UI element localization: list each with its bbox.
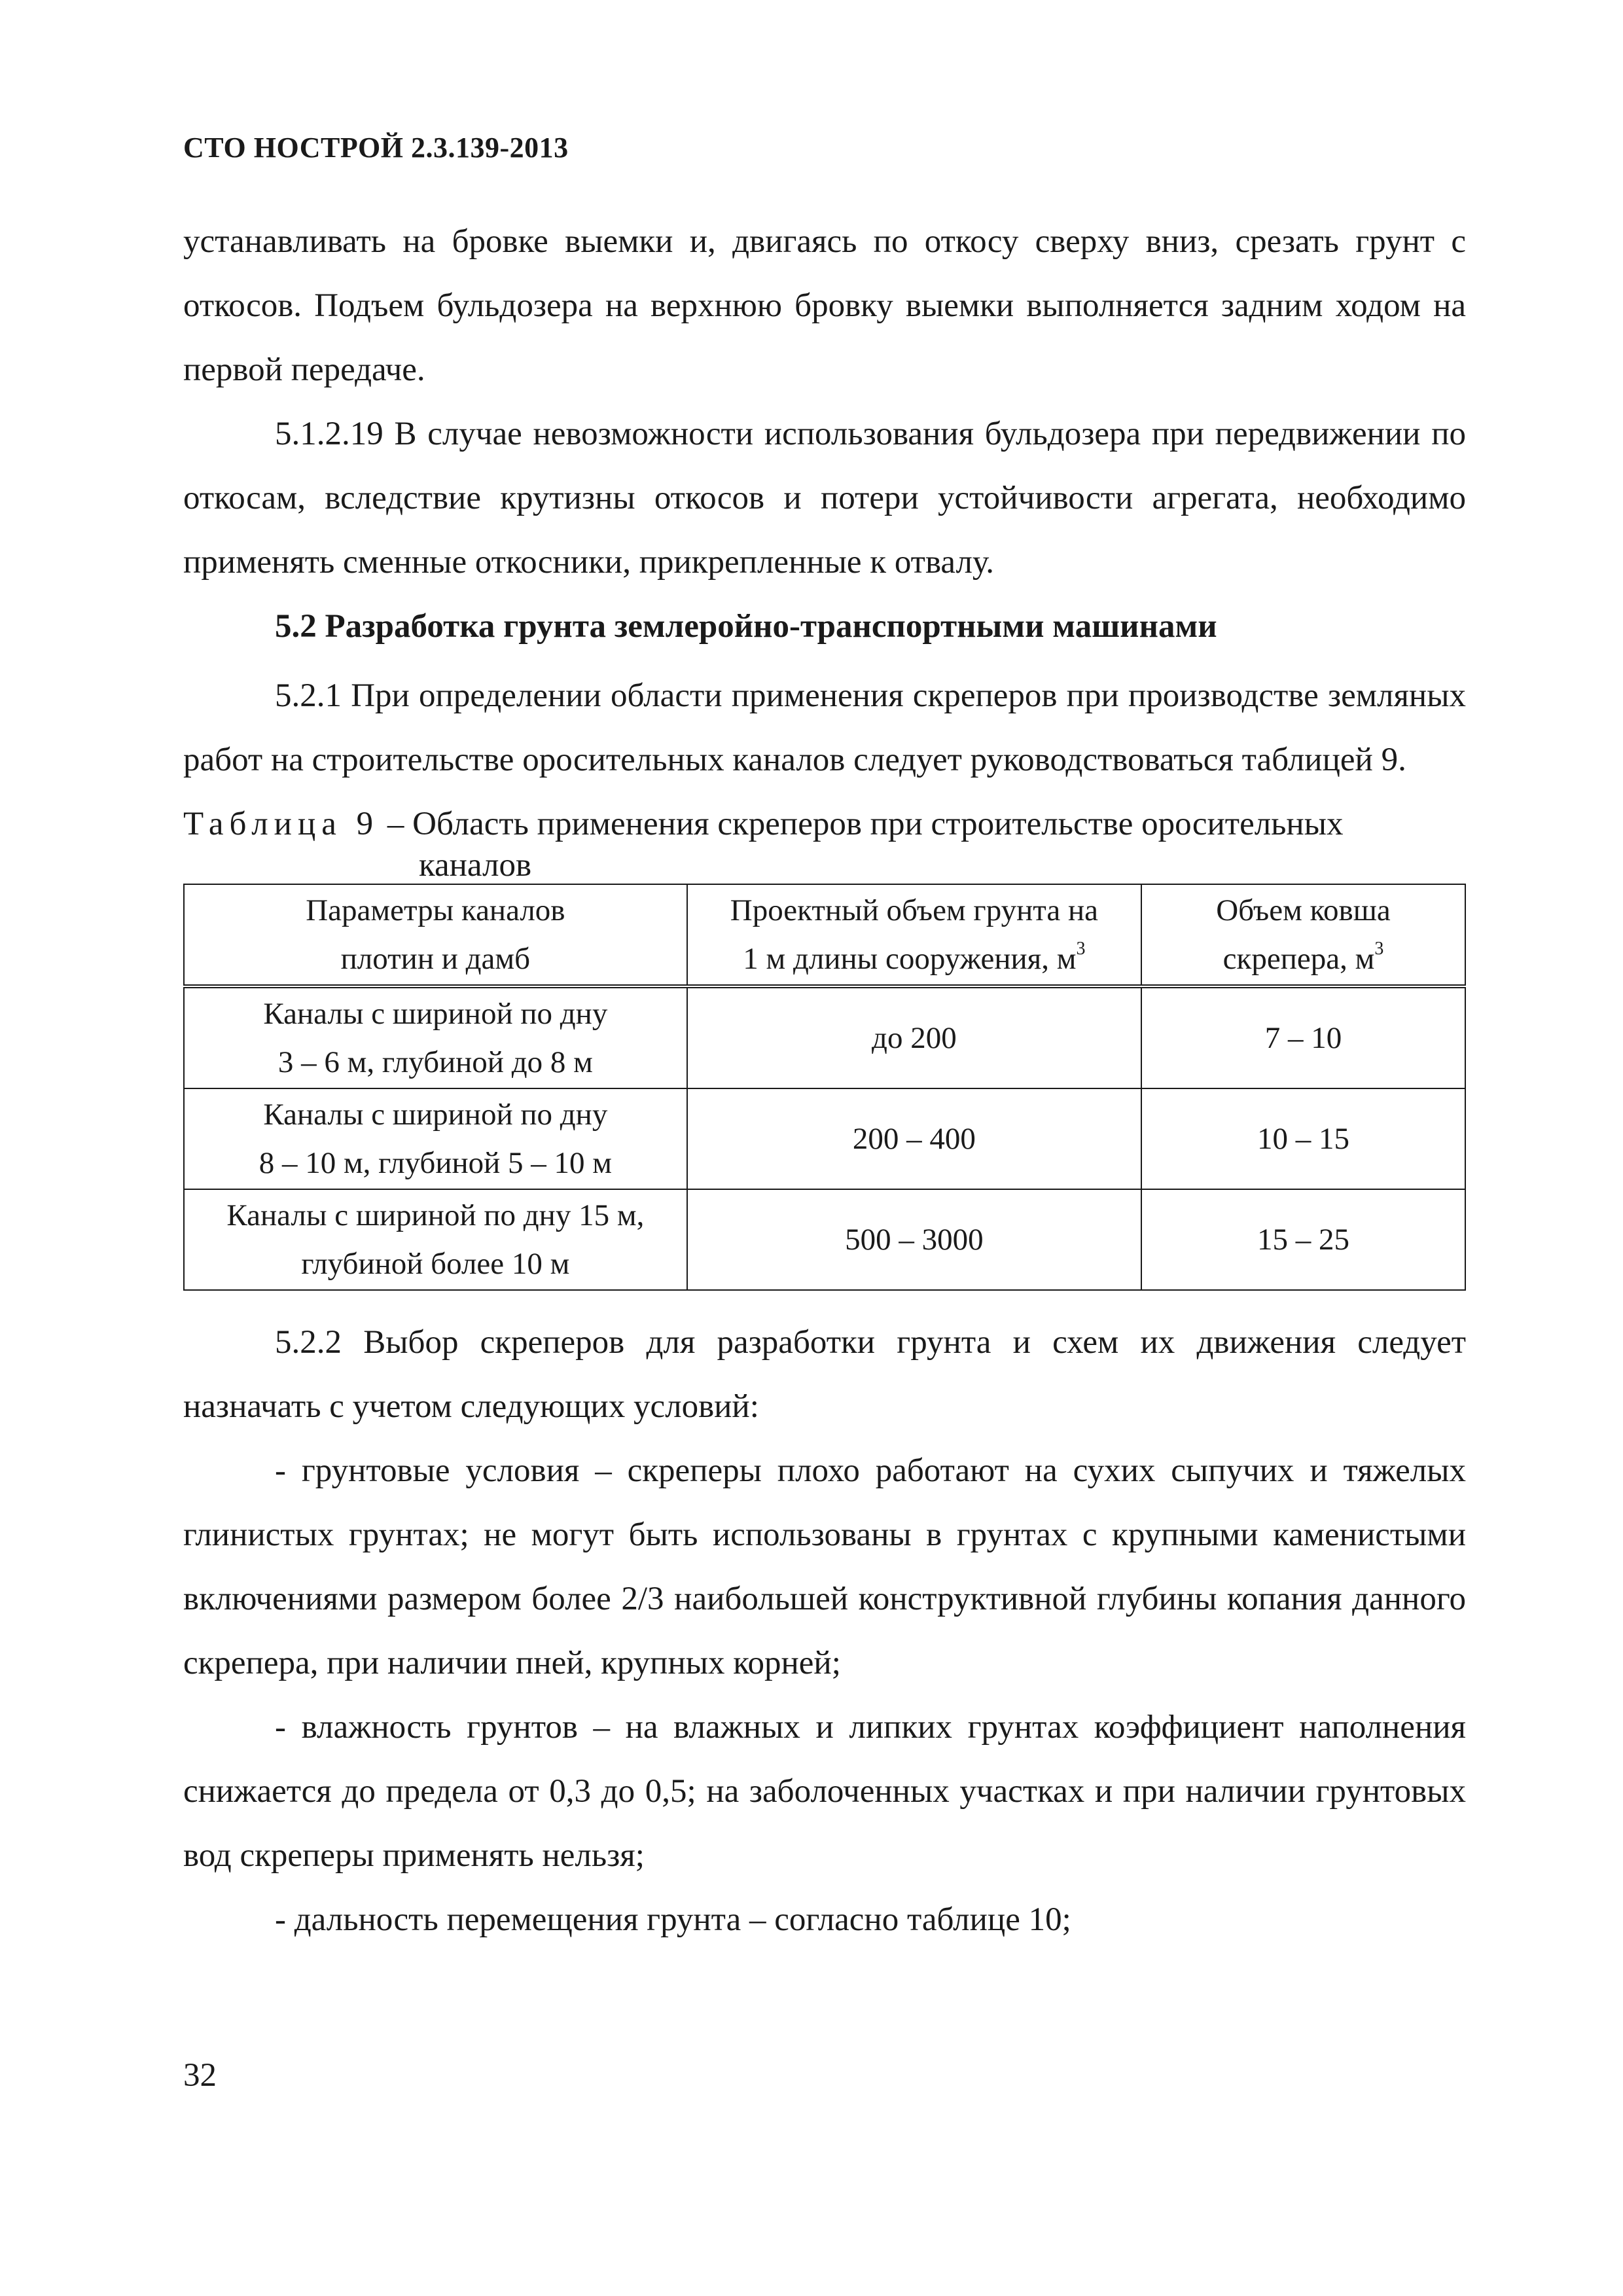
cell-volume: 200 – 400	[687, 1088, 1141, 1189]
table-caption-continuation: каналов	[419, 847, 532, 884]
cell-parameters	[184, 1189, 687, 1290]
list-item-soil-conditions: - грунтовые условия – скреперы плохо работают на сухих сыпучих и тяжелых глинистых грунтах; не могут быть использованы в грунтах с крупными каменистыми включениями размером более 2/3 наибольшей конструктивной глубины копания данного скрепера, при наличии пней, крупных корней;	[183, 1452, 1466, 1681]
table-row	[184, 1088, 1465, 1189]
paragraph-continuation: устанавливать на бровке выемки и, двигаясь по откосу сверху вниз, срезать грунт с откосов. Подъем бульдозера на верхнюю бровку выемки выполняется задним ходом на первой передаче.	[183, 223, 1466, 388]
cell-parameters-line2: 3 – 6 м, глубиной до 8 м	[277, 1045, 593, 1079]
paragraph-5-2-1: 5.2.1 При определении области применения скреперов при производстве земляных работ на строительстве оросительных каналов следует руководствоваться таблицей 9.	[183, 677, 1466, 778]
header-volume-line2: 1 м длины сооружения, м	[743, 942, 1077, 976]
cell-parameters-line1: Каналы с шириной по дну	[263, 997, 608, 1031]
header-volume-line1: Проектный объем грунта на	[730, 893, 1098, 927]
page-number: 32	[183, 2057, 217, 2094]
cell-bucket: 10 – 15	[1141, 1088, 1465, 1189]
cell-volume: до 200	[687, 986, 1141, 1088]
cell-parameters-line1: Каналы с шириной по дну	[263, 1098, 608, 1132]
document-header: СТО НОСТРОЙ 2.3.139-2013	[183, 132, 569, 164]
table-caption-text: – Область применения скреперов при строительстве оросительных	[379, 806, 1344, 842]
header-cell-parameters	[184, 884, 687, 986]
cell-parameters-line1: Каналы с шириной по дну 15 м,	[226, 1198, 645, 1232]
table-row	[184, 986, 1465, 1088]
header-cell-volume	[687, 884, 1141, 986]
table-caption-label: Таблица 9	[183, 806, 380, 842]
cell-parameters-line2: глубиной более 10 м	[301, 1247, 570, 1281]
header-cell-bucket	[1141, 884, 1465, 986]
table-header-row	[184, 884, 1465, 986]
table-caption	[183, 792, 1466, 856]
paragraph-5-2-2: 5.2.2 Выбор скреперов для разработки грунта и схем их движения следует назначать с учетом следующих условий:	[183, 1324, 1466, 1425]
header-volume-superscript: 3	[1076, 939, 1086, 959]
cell-parameters	[184, 986, 687, 1088]
list-item-soil-moisture: - влажность грунтов – на влажных и липких грунтах коэффициент наполнения снижается до предела от 0,3 до 0,5; на заболоченных участках и при наличии грунтовых вод скреперы применять нельзя;	[183, 1709, 1466, 1874]
page-content	[183, 209, 1466, 1952]
cell-volume: 500 – 3000	[687, 1189, 1141, 1290]
header-bucket-line1: Объем ковша	[1216, 893, 1391, 927]
cell-parameters-line2: 8 – 10 м, глубиной 5 – 10 м	[259, 1146, 613, 1180]
list-item-haul-distance: - дальность перемещения грунта – согласно таблице 10;	[275, 1901, 1071, 1938]
section-heading: 5.2 Разработка грунта землеройно-транспортными машинами	[275, 608, 1217, 645]
paragraph-5-1-2-19: 5.1.2.19 В случае невозможности использования бульдозера при передвижении по откосам, вследствие крутизны откосов и потери устойчивости агрегата, необходимо применять сменные откосники, прикрепленные к отвалу.	[183, 416, 1466, 581]
table-row	[184, 1189, 1465, 1290]
cell-bucket: 15 – 25	[1141, 1189, 1465, 1290]
header-bucket-line2: скрепера, м	[1222, 942, 1375, 976]
header-bucket-superscript: 3	[1374, 939, 1384, 959]
header-parameters-line1: Параметры каналов	[306, 893, 565, 927]
header-parameters-line2: плотин и дамб	[340, 942, 531, 976]
cell-bucket: 7 – 10	[1141, 986, 1465, 1088]
table-9	[183, 884, 1466, 1291]
cell-parameters	[184, 1088, 687, 1189]
